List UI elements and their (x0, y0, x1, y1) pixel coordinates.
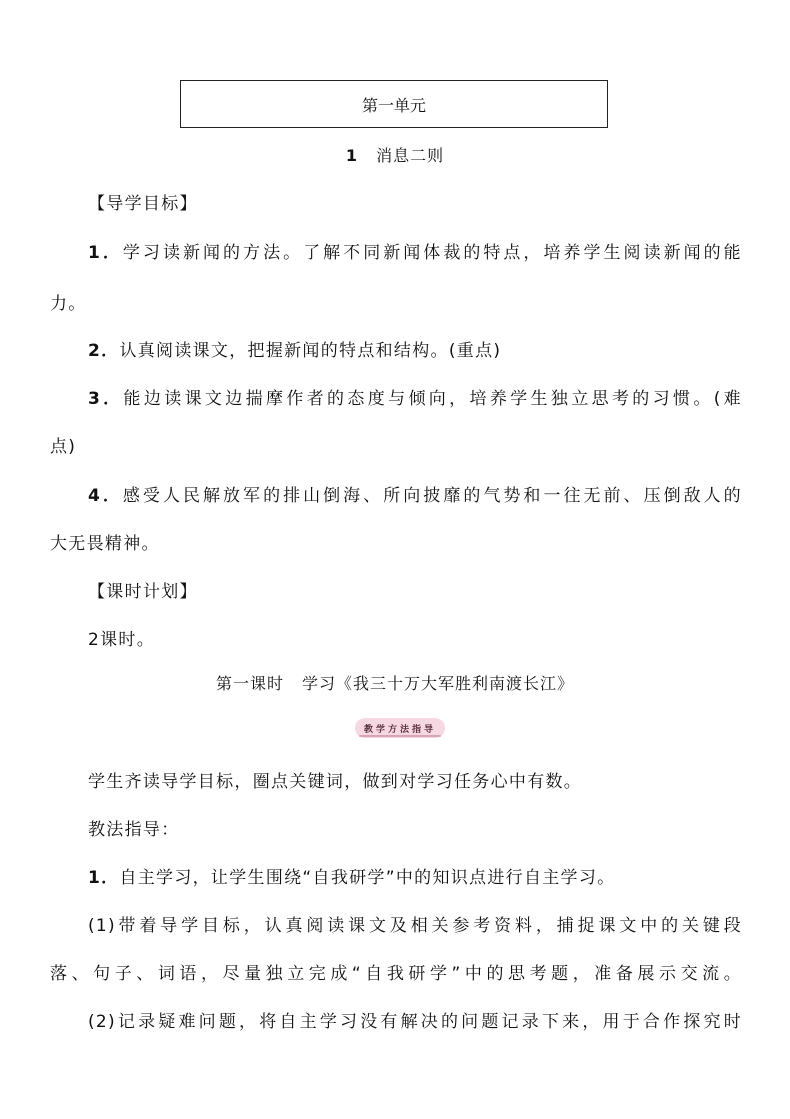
intro-paragraph: 学生齐读导学目标，圈点关键词，做到对学习任务心中有数。 (88, 772, 583, 792)
goals-heading: 【导学目标】 (88, 194, 198, 214)
goal-2-text: 认真阅读课文，把握新闻的特点和结构。(重点) (119, 341, 502, 361)
sub-1-line-1: (1)带着导学目标，认真阅读课文及相关参考资料，捕捉课文中的关键段 (88, 916, 742, 936)
sub-2-line-1: (2)记录疑难问题，将自主学习没有解决的问题记录下来，用于合作探究时 (88, 1012, 742, 1032)
goal-4-line-1 (88, 481, 742, 506)
goal-4-text: 感受人民解放军的排山倒海、所向披靡的气势和一往无前、压倒敌人的 (122, 486, 742, 506)
goal-3-text: 能边读课文边揣摩作者的态度与倾向，培养学生独立思考的习惯。(难 (123, 389, 742, 409)
goal-3-line-2: 点) (50, 437, 77, 457)
unit-title-box (180, 80, 608, 128)
unit-title: 第一单元 (361, 95, 426, 115)
goal-1-text: 学习读新闻的方法。了解不同新闻体裁的特点，培养学生阅读新闻的能 (122, 243, 742, 263)
goal-1-line-2: 力。 (50, 294, 87, 314)
sub-1-line-2: 落、句子、词语，尽量独立完成“自我研学”中的思考题，准备展示交流。 (50, 964, 742, 984)
goal-2 (88, 336, 742, 361)
lesson-number: 1 (345, 146, 359, 165)
plan-heading: 【课时计划】 (88, 582, 198, 602)
goal-1-number: 1． (88, 243, 123, 263)
goal-1-line-1 (88, 238, 742, 263)
lesson-name: 消息二则 (376, 146, 445, 165)
item-1-text: 自主学习，让学生围绕“自我研学”中的知识点进行自主学习。 (119, 868, 616, 888)
item-1-number: 1． (88, 868, 120, 888)
period-label: 第一课时 (215, 674, 284, 693)
method-badge: 教学方法指导 (355, 718, 445, 738)
guide-label: 教法指导： (88, 820, 180, 840)
period-lesson-title: 学习《我三十万大军胜利南渡长江》 (302, 674, 575, 693)
lesson-title (0, 143, 790, 166)
goal-4-number: 4． (88, 486, 123, 506)
goal-3-line-1 (88, 384, 742, 409)
period-title (0, 671, 790, 694)
goal-3-number: 3． (88, 389, 124, 409)
goal-4-line-2: 大无畏精神。 (50, 534, 160, 554)
item-1 (88, 863, 742, 888)
plan-text: 2课时。 (88, 630, 156, 650)
goal-2-number: 2． (88, 341, 120, 361)
